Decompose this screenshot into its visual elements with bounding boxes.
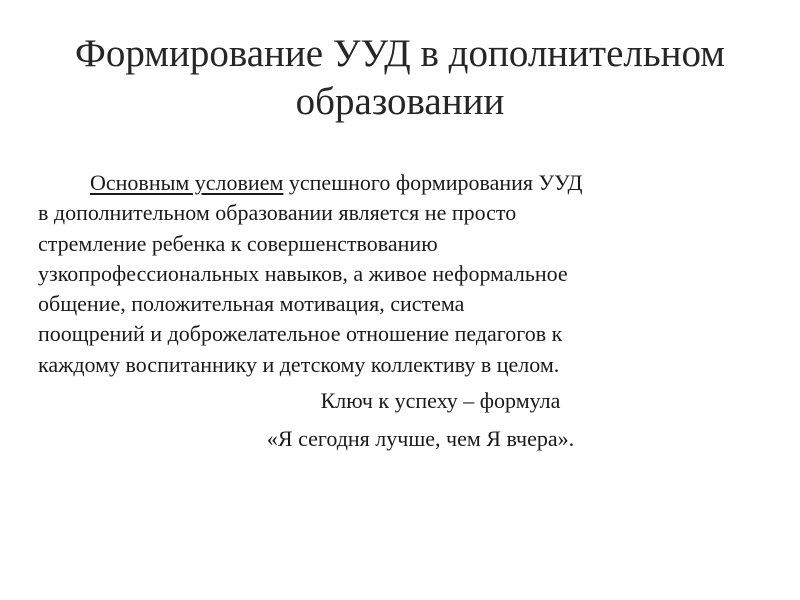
slide-title (20, 30, 780, 126)
body-line-6: поощрений и доброжелательное отношение педагогов к (38, 321, 563, 347)
title-line-1: Формирование УУД в дополнительном (75, 32, 725, 75)
body-line-1 (38, 168, 783, 198)
body-line-5: общение, положительная мотивация, система (38, 291, 465, 317)
key-line-1: Ключ к успеху – формула (320, 388, 561, 414)
underlined-phrase: Основным условием (90, 170, 284, 195)
title-line-2: образовании (295, 80, 505, 123)
body-line-1-rest: успешного формирования УУД (283, 170, 583, 195)
body-text (38, 168, 783, 455)
key-line-2: «Я сегодня лучше, чем Я вчера». (266, 426, 575, 452)
body-line-4: узкопрофессиональных навыков, а живое неформальное (38, 260, 568, 286)
body-line-7: каждому воспитаннику и детскому коллективу в целом. (38, 351, 560, 377)
body-line-3: стремление ребенка к совершенствованию (38, 230, 438, 256)
body-line-2: в дополнительном образовании является не просто (38, 200, 517, 226)
